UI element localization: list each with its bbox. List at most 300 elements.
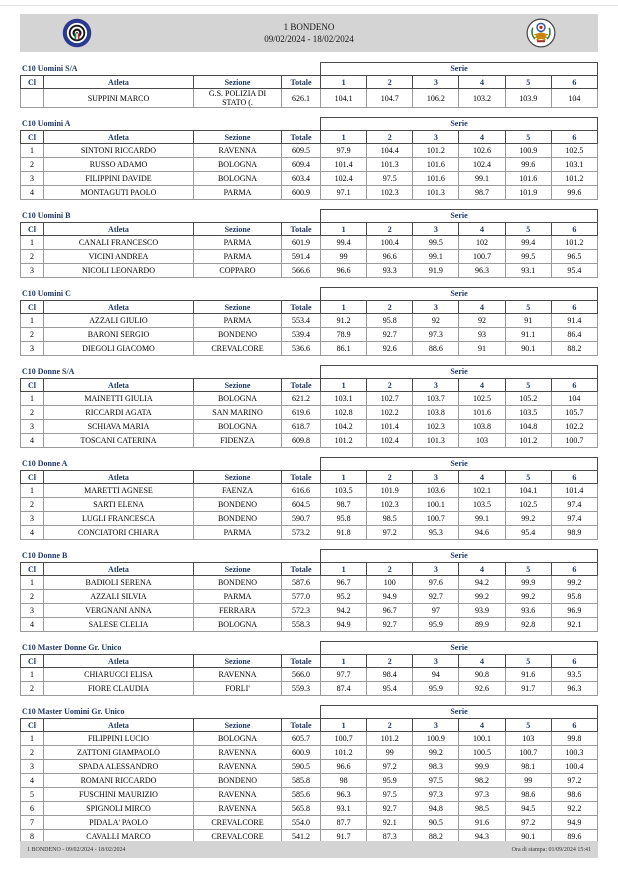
table-row xyxy=(21,746,598,760)
column-header: Atleta xyxy=(44,301,194,314)
cell-serie-score: 101.9 xyxy=(367,484,413,498)
cell-serie-score: 101.2 xyxy=(505,434,551,448)
column-header-row xyxy=(21,301,598,314)
cell-rank: 3 xyxy=(21,264,44,278)
cell-total: 539.4 xyxy=(282,328,321,342)
serie-column-header: 3 xyxy=(413,76,459,89)
serie-column-header: 6 xyxy=(551,379,597,392)
cell-serie-score: 92.7 xyxy=(367,802,413,816)
column-header: Sezione xyxy=(194,471,282,484)
cell-serie-score: 100.7 xyxy=(551,434,597,448)
cell-serie-score: 95.4 xyxy=(505,526,551,540)
cell-serie-score: 99.9 xyxy=(505,576,551,590)
cell-serie-score: 98 xyxy=(321,774,367,788)
serie-column-header: 5 xyxy=(505,471,551,484)
cell-serie-score: 102 xyxy=(459,236,505,250)
column-header-row xyxy=(21,563,598,576)
cell-section: PARMA xyxy=(194,314,282,328)
cell-serie-score: 101.3 xyxy=(367,158,413,172)
table-row xyxy=(21,314,598,328)
table-row xyxy=(21,604,598,618)
cell-athlete: LUGLI FRANCESCA xyxy=(44,512,194,526)
cell-serie-score: 104.1 xyxy=(505,484,551,498)
cell-serie-score: 94.6 xyxy=(459,526,505,540)
serie-column-header: 4 xyxy=(459,131,505,144)
cell-athlete: ZATTONI GIAMPAOLO xyxy=(44,746,194,760)
cell-serie-score: 100.4 xyxy=(367,236,413,250)
serie-column-header: 1 xyxy=(321,76,367,89)
cell-serie-score: 102.3 xyxy=(367,498,413,512)
column-header: Totale xyxy=(282,223,321,236)
cell-total: 577.0 xyxy=(282,590,321,604)
cell-serie-score: 102.8 xyxy=(321,406,367,420)
column-header: Totale xyxy=(282,719,321,732)
cell-serie-score: 100.3 xyxy=(551,746,597,760)
serie-column-header: 5 xyxy=(505,301,551,314)
cell-section: RAVENNA xyxy=(194,788,282,802)
category-header-row xyxy=(20,117,598,130)
cell-serie-score: 98.7 xyxy=(321,498,367,512)
cell-serie-score: 102.2 xyxy=(367,406,413,420)
footer-print-time: Ora di stampa: 01/09/2024 15:41 xyxy=(511,846,591,853)
cell-total: 559.3 xyxy=(282,682,321,696)
cell-athlete: SINTONI RICCARDO xyxy=(44,144,194,158)
cell-total: 541.2 xyxy=(282,830,321,844)
cell-section: CREVALCORE xyxy=(194,816,282,830)
cell-athlete: SALESE CLELIA xyxy=(44,618,194,632)
serie-column-header: 4 xyxy=(459,301,505,314)
cell-total: 600.9 xyxy=(282,186,321,200)
cell-rank: 1 xyxy=(21,484,44,498)
cell-serie-score: 88.2 xyxy=(551,342,597,356)
serie-group-header: Serie xyxy=(320,62,598,75)
cell-serie-score: 94.3 xyxy=(459,830,505,844)
category-header-row xyxy=(20,365,598,378)
cell-serie-score: 96.6 xyxy=(321,760,367,774)
cell-serie-score: 96.3 xyxy=(551,682,597,696)
serie-column-header: 4 xyxy=(459,471,505,484)
column-header-row xyxy=(21,471,598,484)
cell-serie-score: 98.1 xyxy=(505,760,551,774)
category-header-row xyxy=(20,62,598,75)
serie-column-header: 1 xyxy=(321,301,367,314)
cell-total: 553.4 xyxy=(282,314,321,328)
cell-serie-score: 97.3 xyxy=(413,328,459,342)
cell-section: PARMA xyxy=(194,526,282,540)
cell-serie-score: 98.5 xyxy=(367,512,413,526)
cell-rank: 6 xyxy=(21,802,44,816)
cell-serie-score: 92.8 xyxy=(505,618,551,632)
serie-column-header: 6 xyxy=(551,301,597,314)
cell-serie-score: 90.1 xyxy=(505,830,551,844)
cell-athlete: NICOLI LEONARDO xyxy=(44,264,194,278)
cell-serie-score: 103.2 xyxy=(459,89,505,108)
cell-serie-score: 99.1 xyxy=(459,172,505,186)
column-header: Cl xyxy=(21,719,44,732)
column-header: Sezione xyxy=(194,719,282,732)
cell-serie-score: 96.7 xyxy=(321,576,367,590)
cell-serie-score: 103 xyxy=(505,732,551,746)
serie-column-header: 3 xyxy=(413,471,459,484)
serie-column-header: 5 xyxy=(505,379,551,392)
cell-total: 590.7 xyxy=(282,512,321,526)
cell-serie-score: 102.3 xyxy=(367,186,413,200)
cell-serie-score: 95.4 xyxy=(367,682,413,696)
cell-serie-score: 99.4 xyxy=(321,236,367,250)
cell-serie-score: 99 xyxy=(505,774,551,788)
cell-athlete: FIORE CLAUDIA xyxy=(44,682,194,696)
cell-serie-score: 102.4 xyxy=(459,158,505,172)
cell-serie-score: 98.2 xyxy=(459,774,505,788)
category-title: C10 Master Donne Gr. Unico xyxy=(22,643,122,652)
category-header-row xyxy=(20,457,598,470)
cell-serie-score: 105.7 xyxy=(551,406,597,420)
cell-athlete: ROMANI RICCARDO xyxy=(44,774,194,788)
cell-serie-score: 91.6 xyxy=(505,668,551,682)
cell-serie-score: 93.1 xyxy=(505,264,551,278)
column-header: Sezione xyxy=(194,655,282,668)
cell-total: 600.9 xyxy=(282,746,321,760)
cell-serie-score: 87.3 xyxy=(367,830,413,844)
cell-serie-score: 101.6 xyxy=(413,158,459,172)
cell-serie-score: 100.7 xyxy=(459,250,505,264)
cell-serie-score: 100.7 xyxy=(321,732,367,746)
cell-serie-score: 104.7 xyxy=(367,89,413,108)
cell-athlete: SARTI ELENA xyxy=(44,498,194,512)
serie-group-header: Serie xyxy=(320,457,598,470)
table-row xyxy=(21,576,598,590)
cell-serie-score: 94.2 xyxy=(459,576,505,590)
category-header-row xyxy=(20,287,598,300)
cell-serie-score: 98.5 xyxy=(459,802,505,816)
cell-serie-score: 97.2 xyxy=(367,526,413,540)
table-row xyxy=(21,328,598,342)
cell-serie-score: 101.3 xyxy=(413,434,459,448)
serie-group-header: Serie xyxy=(320,705,598,718)
serie-column-header: 5 xyxy=(505,131,551,144)
cell-serie-score: 95.8 xyxy=(321,512,367,526)
serie-column-header: 1 xyxy=(321,719,367,732)
serie-column-header: 2 xyxy=(367,471,413,484)
table-row xyxy=(21,144,598,158)
cell-athlete: AZZALI SILVIA xyxy=(44,590,194,604)
table-row xyxy=(21,264,598,278)
cell-serie-score: 91.7 xyxy=(321,830,367,844)
cell-serie-score: 91 xyxy=(459,342,505,356)
serie-column-header: 3 xyxy=(413,379,459,392)
cell-serie-score: 104 xyxy=(551,89,597,108)
category-title: C10 Donne B xyxy=(22,551,68,560)
column-header: Cl xyxy=(21,76,44,89)
table-row xyxy=(21,392,598,406)
cell-total: 621.2 xyxy=(282,392,321,406)
cell-serie-score: 91.4 xyxy=(551,314,597,328)
cell-section: COPPARO xyxy=(194,264,282,278)
cell-serie-score: 90.8 xyxy=(459,668,505,682)
serie-column-header: 6 xyxy=(551,563,597,576)
cell-section: BONDENO xyxy=(194,498,282,512)
cell-total: 626.1 xyxy=(282,89,321,108)
competition-dates: 09/02/2024 - 18/02/2024 xyxy=(264,34,354,44)
column-header: Sezione xyxy=(194,301,282,314)
cell-serie-score: 102.5 xyxy=(505,498,551,512)
cell-serie-score: 99.2 xyxy=(505,512,551,526)
cell-serie-score: 102.7 xyxy=(367,392,413,406)
cell-rank: 4 xyxy=(21,774,44,788)
cell-serie-score: 95.8 xyxy=(551,590,597,604)
serie-column-header: 6 xyxy=(551,471,597,484)
table-row xyxy=(21,816,598,830)
serie-column-header: 1 xyxy=(321,131,367,144)
cell-serie-score: 101.6 xyxy=(413,172,459,186)
table-row xyxy=(21,774,598,788)
table-row xyxy=(21,668,598,682)
cell-athlete: BARONI SERGIO xyxy=(44,328,194,342)
table-row xyxy=(21,732,598,746)
cell-serie-score: 99.9 xyxy=(459,760,505,774)
cell-section: RAVENNA xyxy=(194,668,282,682)
cell-serie-score: 91 xyxy=(505,314,551,328)
cell-rank: 2 xyxy=(21,590,44,604)
footer-competition-info: 1 BONDENO - 09/02/2024 - 18/02/2024 xyxy=(27,846,126,853)
table-row xyxy=(21,236,598,250)
cell-serie-score: 101.2 xyxy=(321,746,367,760)
uits-federation-logo-icon xyxy=(62,18,92,48)
category-block xyxy=(20,705,598,844)
column-header: Totale xyxy=(282,471,321,484)
column-header: Totale xyxy=(282,301,321,314)
cell-rank: 2 xyxy=(21,498,44,512)
column-header: Atleta xyxy=(44,719,194,732)
cell-athlete: VICINI ANDREA xyxy=(44,250,194,264)
cell-serie-score: 104 xyxy=(551,392,597,406)
cell-rank: 1 xyxy=(21,732,44,746)
cell-serie-score: 98.7 xyxy=(459,186,505,200)
serie-column-header: 1 xyxy=(321,223,367,236)
cell-section: BONDENO xyxy=(194,774,282,788)
cell-athlete: RUSSO ADAMO xyxy=(44,158,194,172)
cell-section: CREVALCORE xyxy=(194,342,282,356)
category-title: C10 Donne S/A xyxy=(22,367,75,376)
cell-serie-score: 97.4 xyxy=(551,512,597,526)
cell-section: CREVALCORE xyxy=(194,830,282,844)
category-block xyxy=(20,209,598,278)
category-block xyxy=(20,365,598,448)
table-row xyxy=(21,158,598,172)
cell-rank: 2 xyxy=(21,158,44,172)
cell-serie-score: 94.9 xyxy=(367,590,413,604)
cell-total: 536.6 xyxy=(282,342,321,356)
cell-serie-score: 86.4 xyxy=(551,328,597,342)
serie-column-header: 1 xyxy=(321,563,367,576)
cell-athlete: SPIGNOLI MIRCO xyxy=(44,802,194,816)
column-header: Sezione xyxy=(194,131,282,144)
cell-serie-score: 91.1 xyxy=(505,328,551,342)
column-header: Atleta xyxy=(44,76,194,89)
serie-column-header: 4 xyxy=(459,563,505,576)
cell-serie-score: 97.9 xyxy=(321,144,367,158)
cell-section: BONDENO xyxy=(194,328,282,342)
cell-serie-score: 103.8 xyxy=(459,420,505,434)
table-row xyxy=(21,618,598,632)
cell-serie-score: 101.6 xyxy=(459,406,505,420)
serie-column-header: 4 xyxy=(459,76,505,89)
column-header: Sezione xyxy=(194,379,282,392)
table-row xyxy=(21,682,598,696)
cell-serie-score: 98.6 xyxy=(551,788,597,802)
cell-serie-score: 103 xyxy=(459,434,505,448)
cell-rank: 1 xyxy=(21,576,44,590)
cell-serie-score: 101.3 xyxy=(413,186,459,200)
cell-serie-score: 95.2 xyxy=(321,590,367,604)
cell-serie-score: 101.2 xyxy=(413,144,459,158)
cell-serie-score: 103.5 xyxy=(505,406,551,420)
cell-total: 609.5 xyxy=(282,144,321,158)
cell-serie-score: 90.5 xyxy=(413,816,459,830)
cell-total: 618.7 xyxy=(282,420,321,434)
cell-serie-score: 103.6 xyxy=(413,484,459,498)
cell-serie-score: 102.5 xyxy=(459,392,505,406)
table-row xyxy=(21,590,598,604)
serie-column-header: 4 xyxy=(459,223,505,236)
table-row xyxy=(21,172,598,186)
cell-section: RAVENNA xyxy=(194,746,282,760)
cell-serie-score: 100.5 xyxy=(459,746,505,760)
page-footer xyxy=(20,841,598,858)
cell-serie-score: 97.2 xyxy=(505,816,551,830)
column-header: Cl xyxy=(21,471,44,484)
cell-serie-score: 100.1 xyxy=(459,732,505,746)
cell-serie-score: 93.3 xyxy=(367,264,413,278)
cell-athlete: CONCIATORI CHIARA xyxy=(44,526,194,540)
cell-serie-score: 91.2 xyxy=(321,314,367,328)
column-header-row xyxy=(21,379,598,392)
cell-serie-score: 103.5 xyxy=(321,484,367,498)
cell-rank: 2 xyxy=(21,328,44,342)
category-block xyxy=(20,549,598,632)
cell-total: 558.3 xyxy=(282,618,321,632)
category-title: C10 Master Uomini Gr. Unico xyxy=(22,707,125,716)
cell-serie-score: 99.1 xyxy=(459,512,505,526)
column-header: Cl xyxy=(21,301,44,314)
cell-serie-score: 103.8 xyxy=(413,406,459,420)
cell-serie-score: 103.5 xyxy=(459,498,505,512)
category-header-row xyxy=(20,705,598,718)
cell-section: SAN MARINO xyxy=(194,406,282,420)
cell-serie-score: 89.9 xyxy=(459,618,505,632)
column-header: Atleta xyxy=(44,223,194,236)
serie-column-header: 2 xyxy=(367,379,413,392)
cell-athlete: SPADA ALESSANDRO xyxy=(44,760,194,774)
cell-serie-score: 86.1 xyxy=(321,342,367,356)
cell-athlete: BADIOLI SERENA xyxy=(44,576,194,590)
serie-column-header: 5 xyxy=(505,719,551,732)
cell-athlete: VERGNANI ANNA xyxy=(44,604,194,618)
cell-total: 616.6 xyxy=(282,484,321,498)
cell-section: BOLOGNA xyxy=(194,618,282,632)
cell-rank: 3 xyxy=(21,512,44,526)
cell-rank: 2 xyxy=(21,682,44,696)
cell-total: 585.8 xyxy=(282,774,321,788)
column-header-row xyxy=(21,76,598,89)
serie-column-header: 5 xyxy=(505,563,551,576)
cell-rank xyxy=(21,89,44,108)
cell-serie-score: 92.7 xyxy=(367,328,413,342)
cell-rank: 3 xyxy=(21,172,44,186)
cell-total: 573.2 xyxy=(282,526,321,540)
results-table xyxy=(20,378,598,448)
cell-serie-score: 101.2 xyxy=(321,434,367,448)
serie-group-header: Serie xyxy=(320,209,598,222)
table-row xyxy=(21,526,598,540)
table-row xyxy=(21,788,598,802)
serie-group-header: Serie xyxy=(320,549,598,562)
column-header-row xyxy=(21,655,598,668)
table-row xyxy=(21,406,598,420)
cell-section: PARMA xyxy=(194,236,282,250)
column-header: Totale xyxy=(282,131,321,144)
cell-serie-score: 78.9 xyxy=(321,328,367,342)
table-row xyxy=(21,802,598,816)
cell-athlete: FILIPPINI DAVIDE xyxy=(44,172,194,186)
cell-athlete: SCHIAVA MARIA xyxy=(44,420,194,434)
cell-serie-score: 96.7 xyxy=(367,604,413,618)
cell-serie-score: 105.2 xyxy=(505,392,551,406)
cell-rank: 2 xyxy=(21,406,44,420)
table-row xyxy=(21,89,598,108)
column-header: Totale xyxy=(282,563,321,576)
cell-serie-score: 97.5 xyxy=(367,172,413,186)
column-header: Sezione xyxy=(194,76,282,89)
cell-athlete: FUSCHINI MAURIZIO xyxy=(44,788,194,802)
cell-serie-score: 92.7 xyxy=(367,618,413,632)
cell-rank: 8 xyxy=(21,830,44,844)
cell-serie-score: 101.6 xyxy=(505,172,551,186)
cell-serie-score: 100.7 xyxy=(505,746,551,760)
results-table xyxy=(20,222,598,278)
cell-serie-score: 102.4 xyxy=(367,434,413,448)
cell-section: BOLOGNA xyxy=(194,420,282,434)
cell-serie-score: 97.5 xyxy=(367,788,413,802)
cell-total: 590.5 xyxy=(282,760,321,774)
cell-athlete: RICCARDI AGATA xyxy=(44,406,194,420)
column-header: Totale xyxy=(282,379,321,392)
results-table xyxy=(20,562,598,632)
cell-total: 566.0 xyxy=(282,668,321,682)
results-table xyxy=(20,654,598,696)
page-header xyxy=(20,14,598,52)
cell-serie-score: 91.9 xyxy=(413,264,459,278)
cell-section: FORLI' xyxy=(194,682,282,696)
column-header: Atleta xyxy=(44,379,194,392)
cell-serie-score: 95.3 xyxy=(413,526,459,540)
cell-section: BOLOGNA xyxy=(194,158,282,172)
cell-rank: 4 xyxy=(21,618,44,632)
cell-serie-score: 93.6 xyxy=(505,604,551,618)
cell-total: 609.4 xyxy=(282,158,321,172)
column-header-row xyxy=(21,223,598,236)
results-table xyxy=(20,300,598,356)
serie-column-header: 2 xyxy=(367,76,413,89)
column-header: Atleta xyxy=(44,563,194,576)
column-header: Cl xyxy=(21,655,44,668)
cell-serie-score: 102.5 xyxy=(551,144,597,158)
cell-serie-score: 91.8 xyxy=(321,526,367,540)
category-title: C10 Uomini A xyxy=(22,119,71,128)
cell-serie-score: 96.3 xyxy=(459,264,505,278)
cell-serie-score: 100.4 xyxy=(551,760,597,774)
cell-serie-score: 99.1 xyxy=(413,250,459,264)
